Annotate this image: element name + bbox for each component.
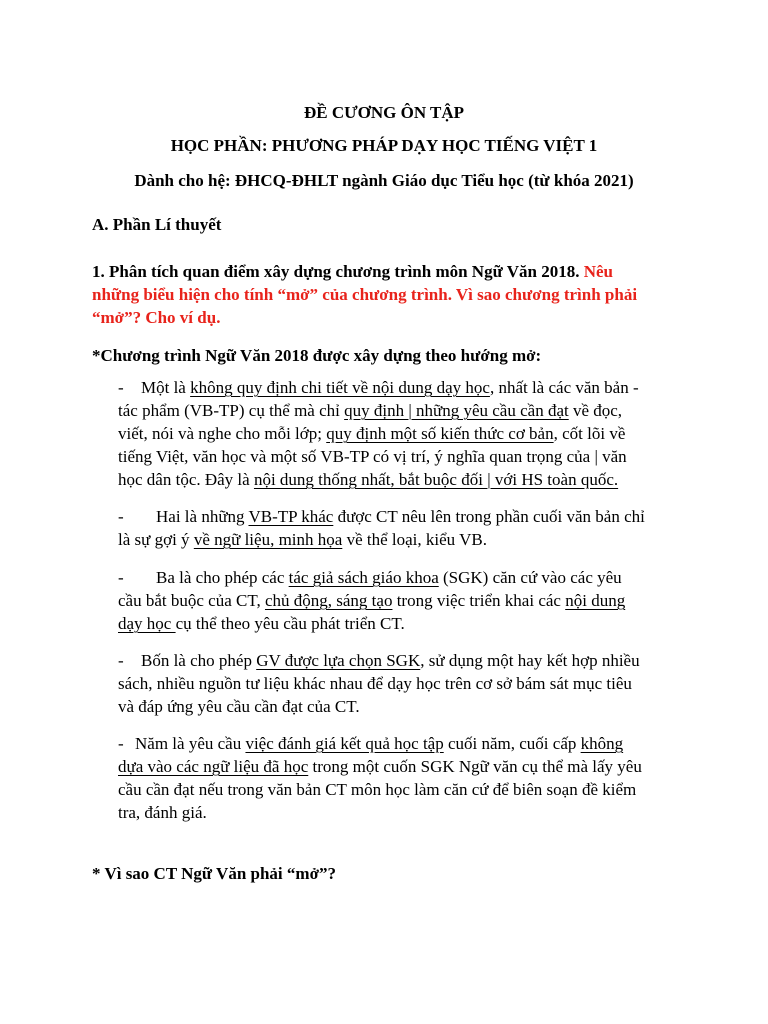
item-2-line-2	[118, 529, 487, 551]
item-5-line-2	[118, 756, 642, 778]
item-1-text: , cốt lõi về	[553, 424, 626, 443]
item-5-emphasis: việc đánh giá kết quả học tập	[245, 734, 444, 753]
section-a-heading: A. Phần Lí thuyết	[92, 215, 222, 234]
item-5-line-4: tra, đánh giá.	[118, 803, 207, 822]
item-1-emphasis: không quy định chi tiết về nội dung dạy học	[190, 378, 490, 397]
item-3-emphasis: chủ động, sáng tạo	[264, 591, 393, 610]
question-1-line-3: “mở”? Cho ví dụ.	[92, 308, 221, 327]
item-2-text: được CT nêu lên trong phần cuối văn bản chỉ	[333, 507, 645, 526]
item-3-line-2	[118, 590, 625, 612]
item-3-line-3	[118, 613, 405, 635]
item-4-emphasis: GV được lựa chọn SGK	[256, 651, 421, 670]
item-3-emphasis: nội dung	[565, 591, 626, 610]
item-1-emphasis: quy định một số kiến thức cơ bản	[326, 424, 554, 443]
item-5-emphasis: không	[580, 734, 624, 753]
item-1-line-4: tiếng Việt, văn học và một số VB-TP có vị trí, ý nghĩa quan trọng của | văn	[118, 447, 627, 466]
item-3-bullet: -	[118, 568, 124, 587]
why-open-heading: * Vì sao CT Ngữ Văn phải “mở”?	[92, 864, 336, 883]
item-4-text: , sử dụng một hay kết hợp nhiều	[420, 651, 640, 670]
item-3-text: cụ thể theo yêu cầu phát triển CT.	[175, 614, 405, 633]
item-5-text: trong một cuốn SGK Ngữ văn cụ thể mà lấy yêu	[308, 757, 642, 776]
course-title: HỌC PHẦN: PHƯƠNG PHÁP DẠY HỌC TIẾNG VIỆT 1	[170, 136, 598, 155]
item-4-line-3: và đáp ứng yêu cầu cần đạt của CT.	[118, 697, 360, 716]
item-3-emphasis: tác giả sách giáo khoa	[288, 568, 439, 587]
item-1-emphasis: nội dung thống nhất, bắt buộc đối | với HS toàn quốc.	[253, 470, 619, 489]
item-2-bullet: -	[118, 507, 124, 526]
item-2-emphasis: VB-TP khác	[248, 507, 334, 526]
item-2-emphasis: về ngữ liệu, minh họa	[193, 530, 343, 549]
item-1-text: học dân tộc. Đây là	[118, 470, 254, 489]
item-1-text: tác phẩm (VB-TP) cụ thể mà chỉ	[118, 401, 345, 420]
item-5-line-3: cầu cần đạt nếu trong văn bản CT môn học làm căn cứ để biên soạn đề kiểm	[118, 780, 637, 799]
item-4-line-2: sách, nhiều nguồn tư liệu khác nhau để dạy học trên cơ sở bám sát mục tiêu	[118, 674, 632, 693]
item-5-text: cuối năm, cuối cấp	[443, 734, 581, 753]
item-3-text: trong việc triển khai các	[392, 591, 566, 610]
item-4-bullet: -	[118, 651, 124, 670]
question-1-line-1	[92, 261, 613, 283]
item-2-text: Hai là những	[156, 507, 249, 526]
item-5-line-1	[135, 733, 623, 755]
item-1-line-1	[141, 377, 639, 399]
item-1-line-3	[118, 423, 625, 445]
item-2-line-1	[156, 506, 645, 528]
question-1-text: 1. Phân tích quan điểm xây dựng chương trình môn Ngữ Văn 2018.	[92, 262, 580, 281]
item-5-bullet: -	[118, 734, 124, 753]
item-5-emphasis: dựa vào các ngữ liệu đã học	[118, 757, 309, 776]
item-1-bullet: -	[118, 378, 124, 397]
item-3-text: (SGK) căn cứ vào các yêu	[438, 568, 622, 587]
question-1-highlight-start: Nêu	[583, 262, 613, 281]
item-3-text: Ba là cho phép các	[156, 568, 289, 587]
audience-line: Dành cho hệ: ĐHCQ-ĐHLT ngành Giáo dục Tiểu học (từ khóa 2021)	[134, 171, 634, 190]
item-3-emphasis: dạy học	[118, 614, 176, 633]
item-3-line-1	[156, 567, 622, 589]
item-1-text: về đọc,	[568, 401, 623, 420]
item-1-text: viết, nói và nghe cho mỗi lớp;	[118, 424, 327, 443]
item-2-text: là sự gợi ý	[118, 530, 194, 549]
item-1-line-2	[118, 400, 622, 422]
question-1-line-2: những biểu hiện cho tính “mở” của chương trình. Vì sao chương trình phải	[92, 285, 638, 304]
item-5-text: Năm là yêu cầu	[135, 734, 246, 753]
item-1-line-5	[118, 469, 618, 491]
item-4-line-1	[141, 650, 640, 672]
item-4-text: Bốn là cho phép	[141, 651, 257, 670]
item-1-text: Một là	[141, 378, 191, 397]
item-1-emphasis: quy định | những yêu cầu cần đạt	[344, 401, 569, 420]
item-3-text: cầu bắt buộc của CT,	[118, 591, 265, 610]
item-1-text: , nhất là các văn bản -	[489, 378, 639, 397]
document-title: ĐỀ CƯƠNG ÔN TẬP	[303, 103, 465, 122]
open-approach-heading: *Chương trình Ngữ Văn 2018 được xây dựng theo hướng mở:	[92, 346, 542, 365]
item-2-text: về thể loại, kiểu VB.	[342, 530, 487, 549]
